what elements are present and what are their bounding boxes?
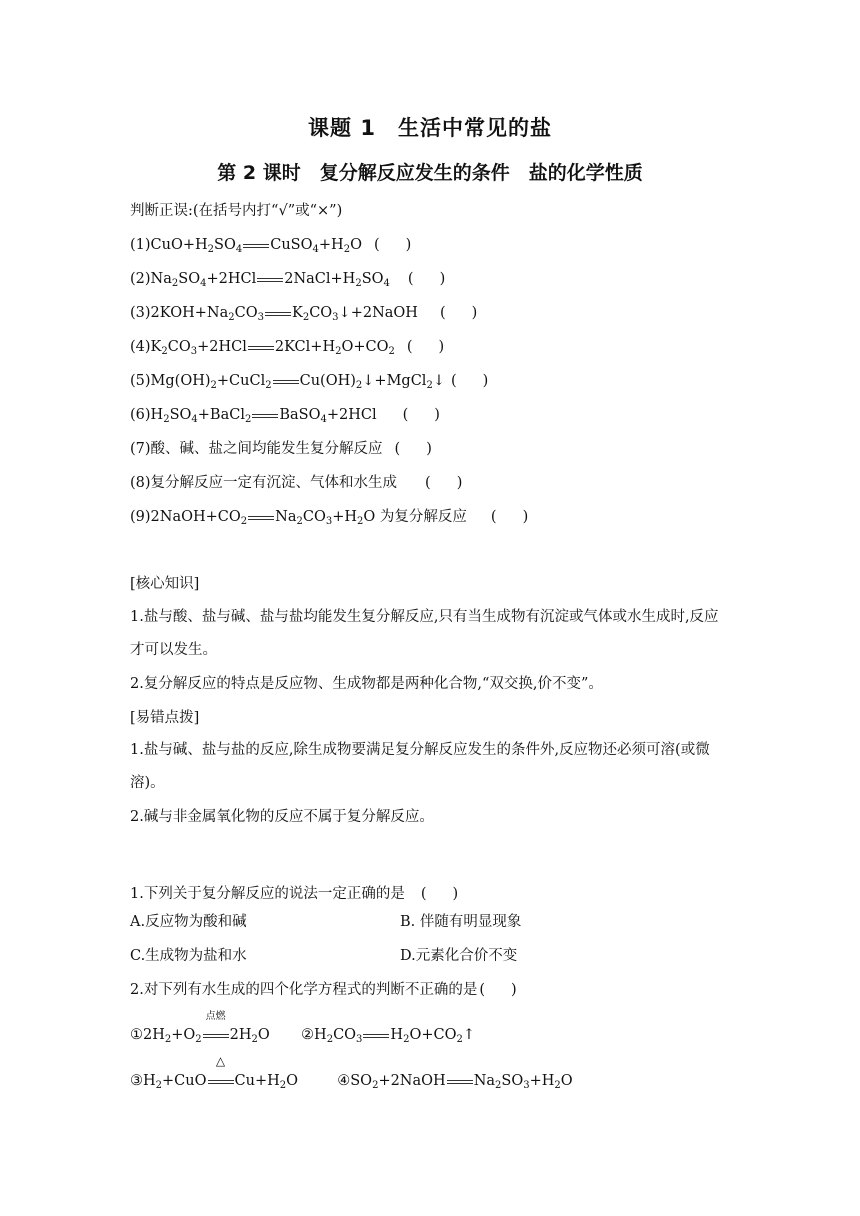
- question-1: [130, 884, 458, 904]
- judge-item-7: (7)酸、碱、盐之间均能发生复分解反应 ( ): [130, 441, 432, 457]
- question-2: [130, 980, 517, 1000]
- mistake-point-2: 2.碱与非金属氧化物的反应不属于复分解反应。: [130, 809, 434, 825]
- equation-row-2: [130, 1054, 573, 1091]
- equals-sign: [251, 405, 279, 425]
- equals-sign: [362, 1025, 390, 1045]
- judge-item-9: $(9)2NaOH+CO_2$ $Na_2CO_3+H_2O$ 为复分解反应 ( ): [130, 509, 529, 527]
- core-point-1: 1.盐与酸、盐与碱、盐与盐均能发生复分解反应,只有当生成物有沉淀或气体或水生成时,反应才可以发生。: [130, 609, 719, 658]
- judge-instruction: 判断正误:(在括号内打“√”或“×”): [130, 203, 343, 219]
- answer-blank[interactable]: ( ): [402, 407, 440, 423]
- answer-blank[interactable]: ( ): [406, 339, 445, 355]
- equals-sign: [242, 235, 270, 255]
- answer-blank[interactable]: ( ): [394, 441, 432, 457]
- judge-item-2: $(2)Na_2SO_4+2HCl$ $2NaCl+H_2SO_4$ ( ): [130, 271, 446, 289]
- equation-row-1: [130, 1011, 476, 1045]
- option-d[interactable]: D.元素化合价不变: [400, 948, 518, 964]
- answer-blank[interactable]: ( ): [420, 886, 459, 902]
- equals-sign: [272, 371, 300, 391]
- question-1-stem: 1.下列关于复分解反应的说法一定正确的是: [130, 886, 405, 902]
- core-heading: [核心知识]: [130, 576, 200, 592]
- judge-item-5: $(5)Mg(OH)_2+CuCl_2$ $Cu(OH)_2↓+MgCl_2↓$ ( ): [130, 373, 489, 391]
- question-2-stem: 2.对下列有水生成的四个化学方程式的判断不正确的是: [130, 982, 478, 998]
- core-point-2: 2.复分解反应的特点是反应物、生成物都是两种化合物,“双交换,价不变”。: [130, 676, 603, 692]
- page-title: 课题 1 生活中常见的盐: [308, 116, 552, 140]
- answer-blank[interactable]: ( ): [450, 373, 489, 389]
- answer-blank[interactable]: ( ): [490, 509, 529, 525]
- condition-ignite-label: 点燃: [205, 1011, 226, 1022]
- equals-sign: [256, 269, 284, 289]
- judge-item-3: $(3)2KOH+Na_2CO_3$ $K_2CO_3↓+2NaOH$ ( ): [130, 305, 478, 323]
- judge-item-4: $(4)K_2CO_3+2HCl$ $2KCl+H_2O+CO_2$ ( ): [130, 339, 445, 357]
- mistake-point-1: 1.盐与碱、盐与盐的反应,除生成物要满足复分解反应发生的条件外,反应物还必须可溶(或微溶)。: [130, 742, 710, 791]
- equation-4: $④SO_2+2NaOH$ $Na_2SO_3+H_2O$: [337, 1073, 573, 1091]
- option-c[interactable]: C.生成物为盐和水: [130, 948, 247, 964]
- equals-sign: [247, 337, 275, 357]
- answer-blank[interactable]: ( ): [425, 475, 463, 491]
- condition-heat-label: △: [215, 1054, 226, 1068]
- equation-3: $③H_2+CuO$ △ $Cu+H_2O$: [130, 1054, 299, 1091]
- equals-sign: [264, 303, 292, 323]
- judge-item-1: $(1)CuO+H_2SO_4$ $CuSO_4+H_2O$ ( ): [130, 237, 412, 255]
- option-b[interactable]: B. 伴随有明显现象: [400, 914, 522, 930]
- page-subtitle: 第 2 课时 复分解反应发生的条件 盐的化学性质: [217, 162, 643, 184]
- answer-blank[interactable]: ( ): [373, 237, 412, 253]
- equals-sign: [247, 507, 275, 527]
- answer-blank[interactable]: ( ): [439, 305, 478, 321]
- equals-sign-ignite: [202, 1011, 230, 1045]
- equals-sign: [446, 1071, 474, 1091]
- equation-1: $①2H_2+O_2$ 点燃 $2H_2O$: [130, 1011, 270, 1045]
- mistake-heading: [易错点拨]: [130, 710, 200, 726]
- judge-item-6: $(6)H_2SO_4+BaCl_2$ BaSO$_4$+2HCl ( ): [130, 407, 440, 425]
- equation-2: $②H_2CO_3$ $H_2O+CO_2↑$: [301, 1027, 476, 1045]
- judge-item-8: (8)复分解反应一定有沉淀、气体和水生成 ( ): [130, 475, 463, 491]
- equals-sign-heat: [207, 1054, 235, 1091]
- option-a[interactable]: A.反应物为酸和碱: [130, 914, 247, 930]
- answer-blank[interactable]: ( ): [407, 271, 446, 287]
- answer-blank[interactable]: ( ): [479, 982, 517, 998]
